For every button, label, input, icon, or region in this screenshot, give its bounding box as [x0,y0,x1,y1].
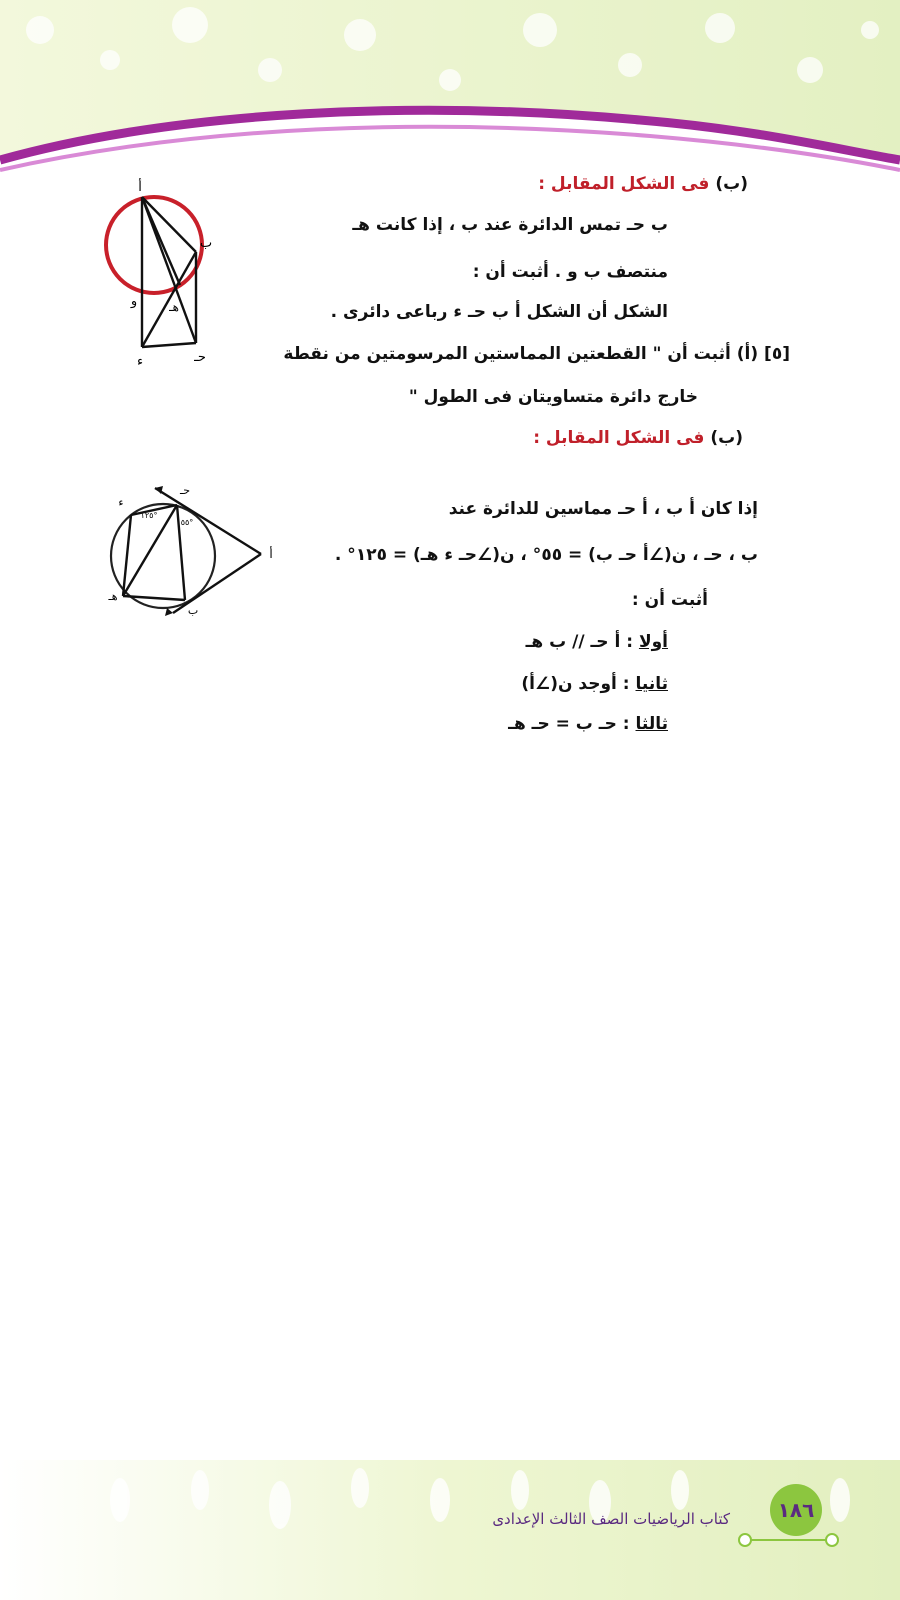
fig2-label-h: هـ [108,590,118,603]
q5-heading-b [533,426,743,450]
fig1-label-c: حـ [194,350,206,365]
q5-third-body: : حـ ب = حـ هـ [508,714,630,734]
fig1-label-w: و [130,294,138,309]
fig2-label-d: ء [118,496,124,509]
page-number: ١٨٦ [770,1484,822,1536]
q5-given1: إذا كان أ ب ، أ حـ مماسين للدائرة عند [448,499,758,519]
fig2-angle-55: ٥٥° [180,518,194,527]
q4b-heading-text: فى الشكل المقابل : [538,174,710,194]
q4b-heading [538,172,748,196]
figure-circle-quadrilateral [100,165,230,370]
q5-second-body: : أوجد ن(∠أ) [521,674,630,694]
fig2-label-b: ب [187,604,199,617]
fig1-label-d: ء [136,354,144,369]
q5-line1: أثبت أن " القطعتين المماستين المرسومتين من نقطة [283,344,731,364]
q5-first-body: : أ حـ // ب هـ [525,632,634,652]
q5-label-b: (ب) [710,428,743,448]
q5-prove: أثبت أن : [631,590,708,610]
q5-third [508,712,668,736]
q4b-line2: منتصف ب و . أثبت أن : [472,262,668,282]
q5-part-a [283,342,790,366]
q5-first-label: أولا [638,632,668,652]
fig1-label-a: أ [138,180,142,195]
q5-second-label: ثانيا [635,674,668,694]
fig2-label-c: حـ [179,484,191,497]
q4b-line3: الشكل أن الشكل أ ب حـ ء رباعى دائرى . [330,302,668,322]
q5-number: [٥] [764,344,790,364]
q4b-line1: ب حـ تمس الدائرة عند ب ، إذا كانت هـ [352,215,668,235]
q5-third-label: ثالثا [635,714,668,734]
q5-line2: خارج دائرة متساويتان فى الطول " [408,387,698,407]
q5-given2: ب ، حـ ، ن(∠أ حـ ب) = ٥٥° ، ن(∠حـ ء هـ) = ١٢٥° . [334,545,758,565]
q5-second [521,672,668,696]
q5-first [526,630,668,654]
fig1-label-h: هـ [169,300,179,314]
q5-heading-b-text: فى الشكل المقابل : [533,428,705,448]
fig2-angle-125: ١٢٥° [140,511,158,520]
fig1-label-b: ب [199,236,213,251]
q5-part-a-label: (أ) [736,344,759,364]
figure-tangents [105,478,285,643]
book-title: كتاب الرياضيات الصف الثالث الإعدادى [492,1510,730,1528]
fig2-label-a: أ [269,547,273,561]
footer-banner [0,1460,900,1600]
q4b-label: (ب) [715,174,748,194]
